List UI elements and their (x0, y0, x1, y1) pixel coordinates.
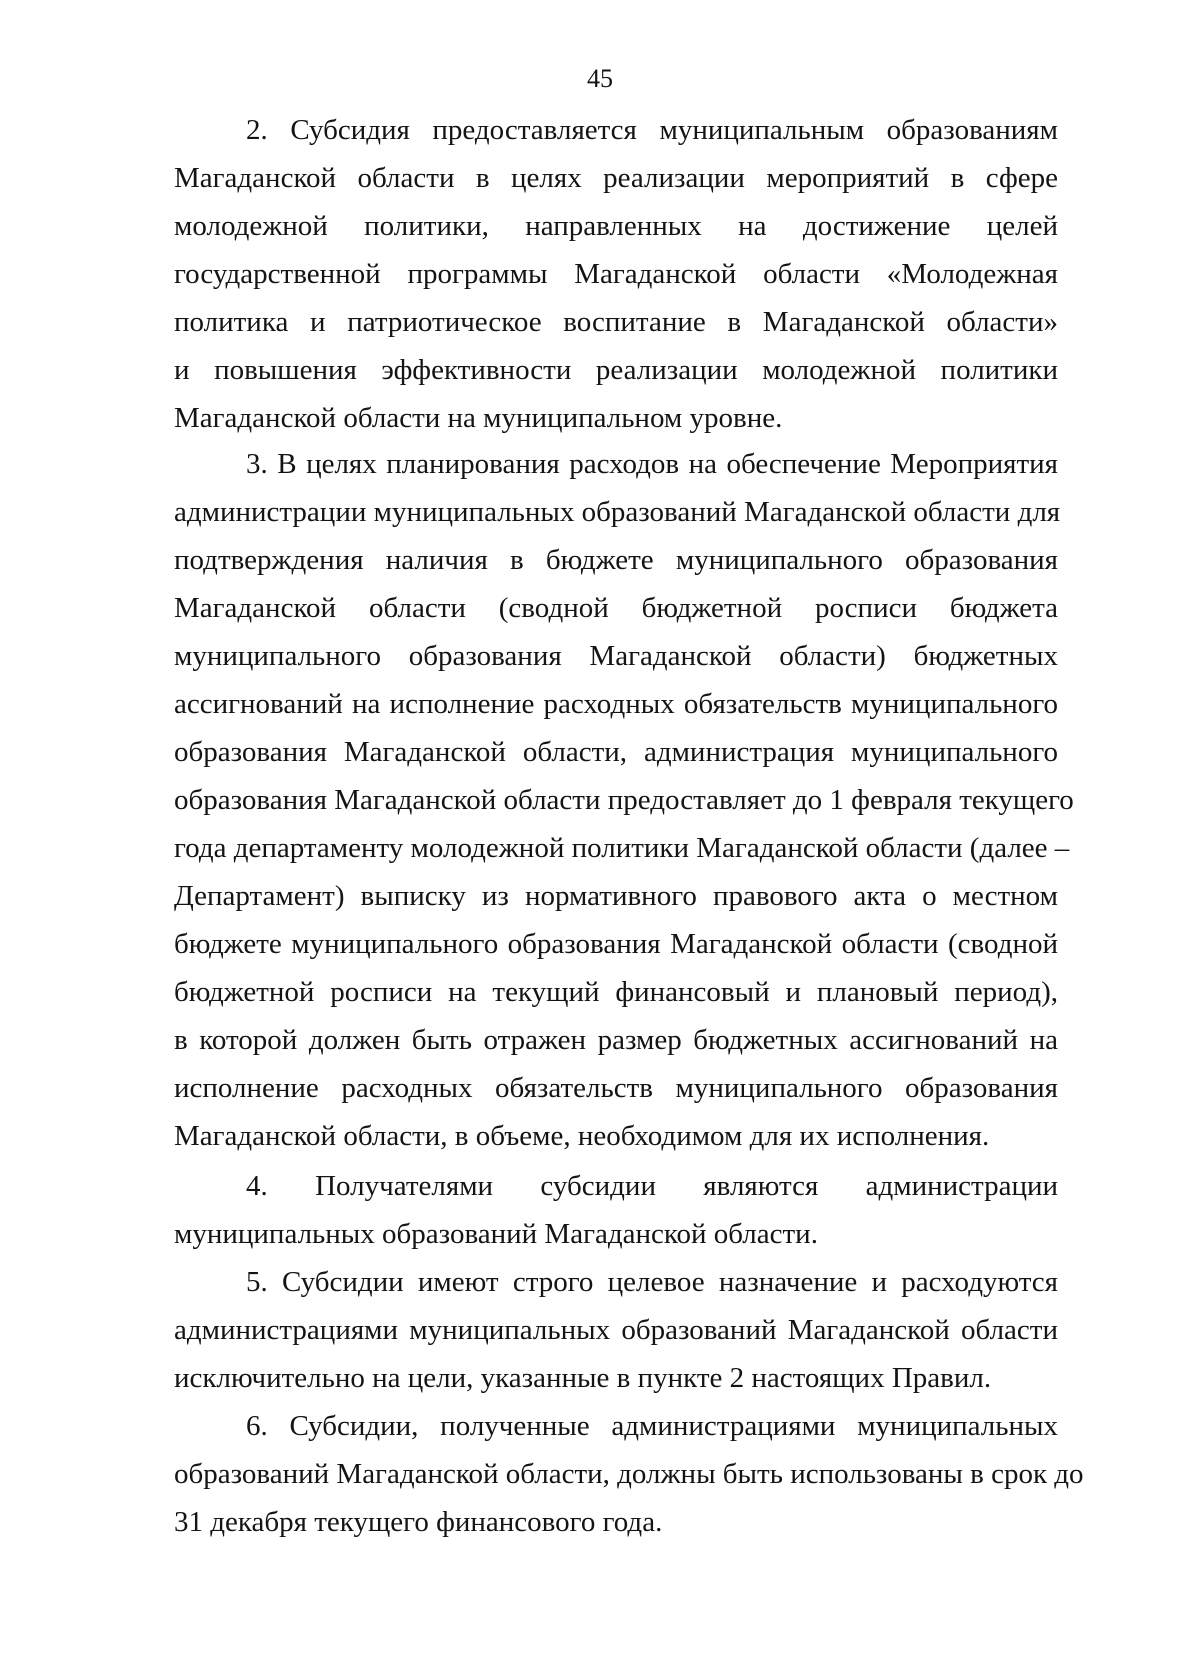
text-line: 6. Субсидии, полученные администрациями муниципальных (246, 1410, 1058, 1442)
text-line: 31 декабря текущего финансового года. (174, 1506, 663, 1538)
text-line: политика и патриотическое воспитание в Магаданской области» (174, 306, 1058, 338)
text-line: 3. В целях планирования расходов на обеспечение Мероприятия (246, 448, 1058, 480)
paragraph-2 (174, 106, 1058, 442)
text-line: 5. Субсидии имеют строго целевое назначение и расходуются (246, 1266, 1058, 1298)
text-line: образования Магаданской области, администрация муниципального (174, 736, 1058, 768)
text-line: 2. Субсидия предоставляется муниципальным образованиям (246, 114, 1058, 146)
text-line: в которой должен быть отражен размер бюджетных ассигнований на (174, 1024, 1058, 1056)
text-line: года департаменту молодежной политики Магаданской области (далее – (174, 832, 1070, 864)
text-line: Магаданской области (сводной бюджетной росписи бюджета (174, 592, 1058, 624)
text-line: администрациями муниципальных образований Магаданской области (174, 1314, 1058, 1346)
document-body (174, 106, 1084, 1546)
text-line: образований Магаданской области, должны быть использованы в срок до (174, 1458, 1084, 1490)
text-line: муниципальных образований Магаданской области. (174, 1218, 818, 1250)
text-line: бюджете муниципального образования Магаданской области (сводной (174, 928, 1058, 960)
text-line: 4. Получателями субсидии являются администрации (246, 1170, 1058, 1202)
text-line: молодежной политики, направленных на достижение целей (174, 210, 1058, 242)
text-line: образования Магаданской области предоставляет до 1 февраля текущего (174, 784, 1074, 816)
paragraph-4 (174, 1162, 1058, 1258)
text-line: Магаданской области в целях реализации мероприятий в сфере (174, 162, 1058, 194)
paragraph-3 (174, 440, 1074, 1160)
text-line: ассигнований на исполнение расходных обязательств муниципального (174, 688, 1058, 720)
text-line: администрации муниципальных образований Магаданской области для (174, 496, 1061, 528)
text-line: государственной программы Магаданской области «Молодежная (174, 258, 1058, 290)
text-line: бюджетной росписи на текущий финансовый и плановый период), (174, 976, 1058, 1008)
page-number: 45 (587, 64, 613, 93)
text-line: исполнение расходных обязательств муниципального образования (174, 1072, 1058, 1104)
paragraph-5 (174, 1258, 1058, 1402)
text-line: Магаданской области, в объеме, необходимом для их исполнения. (174, 1120, 990, 1152)
text-line: Департамент) выписку из нормативного правового акта о местном (174, 880, 1058, 912)
paragraph-6 (174, 1402, 1084, 1546)
text-line: Магаданской области на муниципальном уровне. (174, 402, 783, 434)
text-line: исключительно на цели, указанные в пункте 2 настоящих Правил. (174, 1362, 992, 1394)
text-line: подтверждения наличия в бюджете муниципального образования (174, 544, 1058, 576)
text-line: муниципального образования Магаданской области) бюджетных (174, 640, 1058, 672)
text-line: и повышения эффективности реализации молодежной политики (174, 354, 1058, 386)
